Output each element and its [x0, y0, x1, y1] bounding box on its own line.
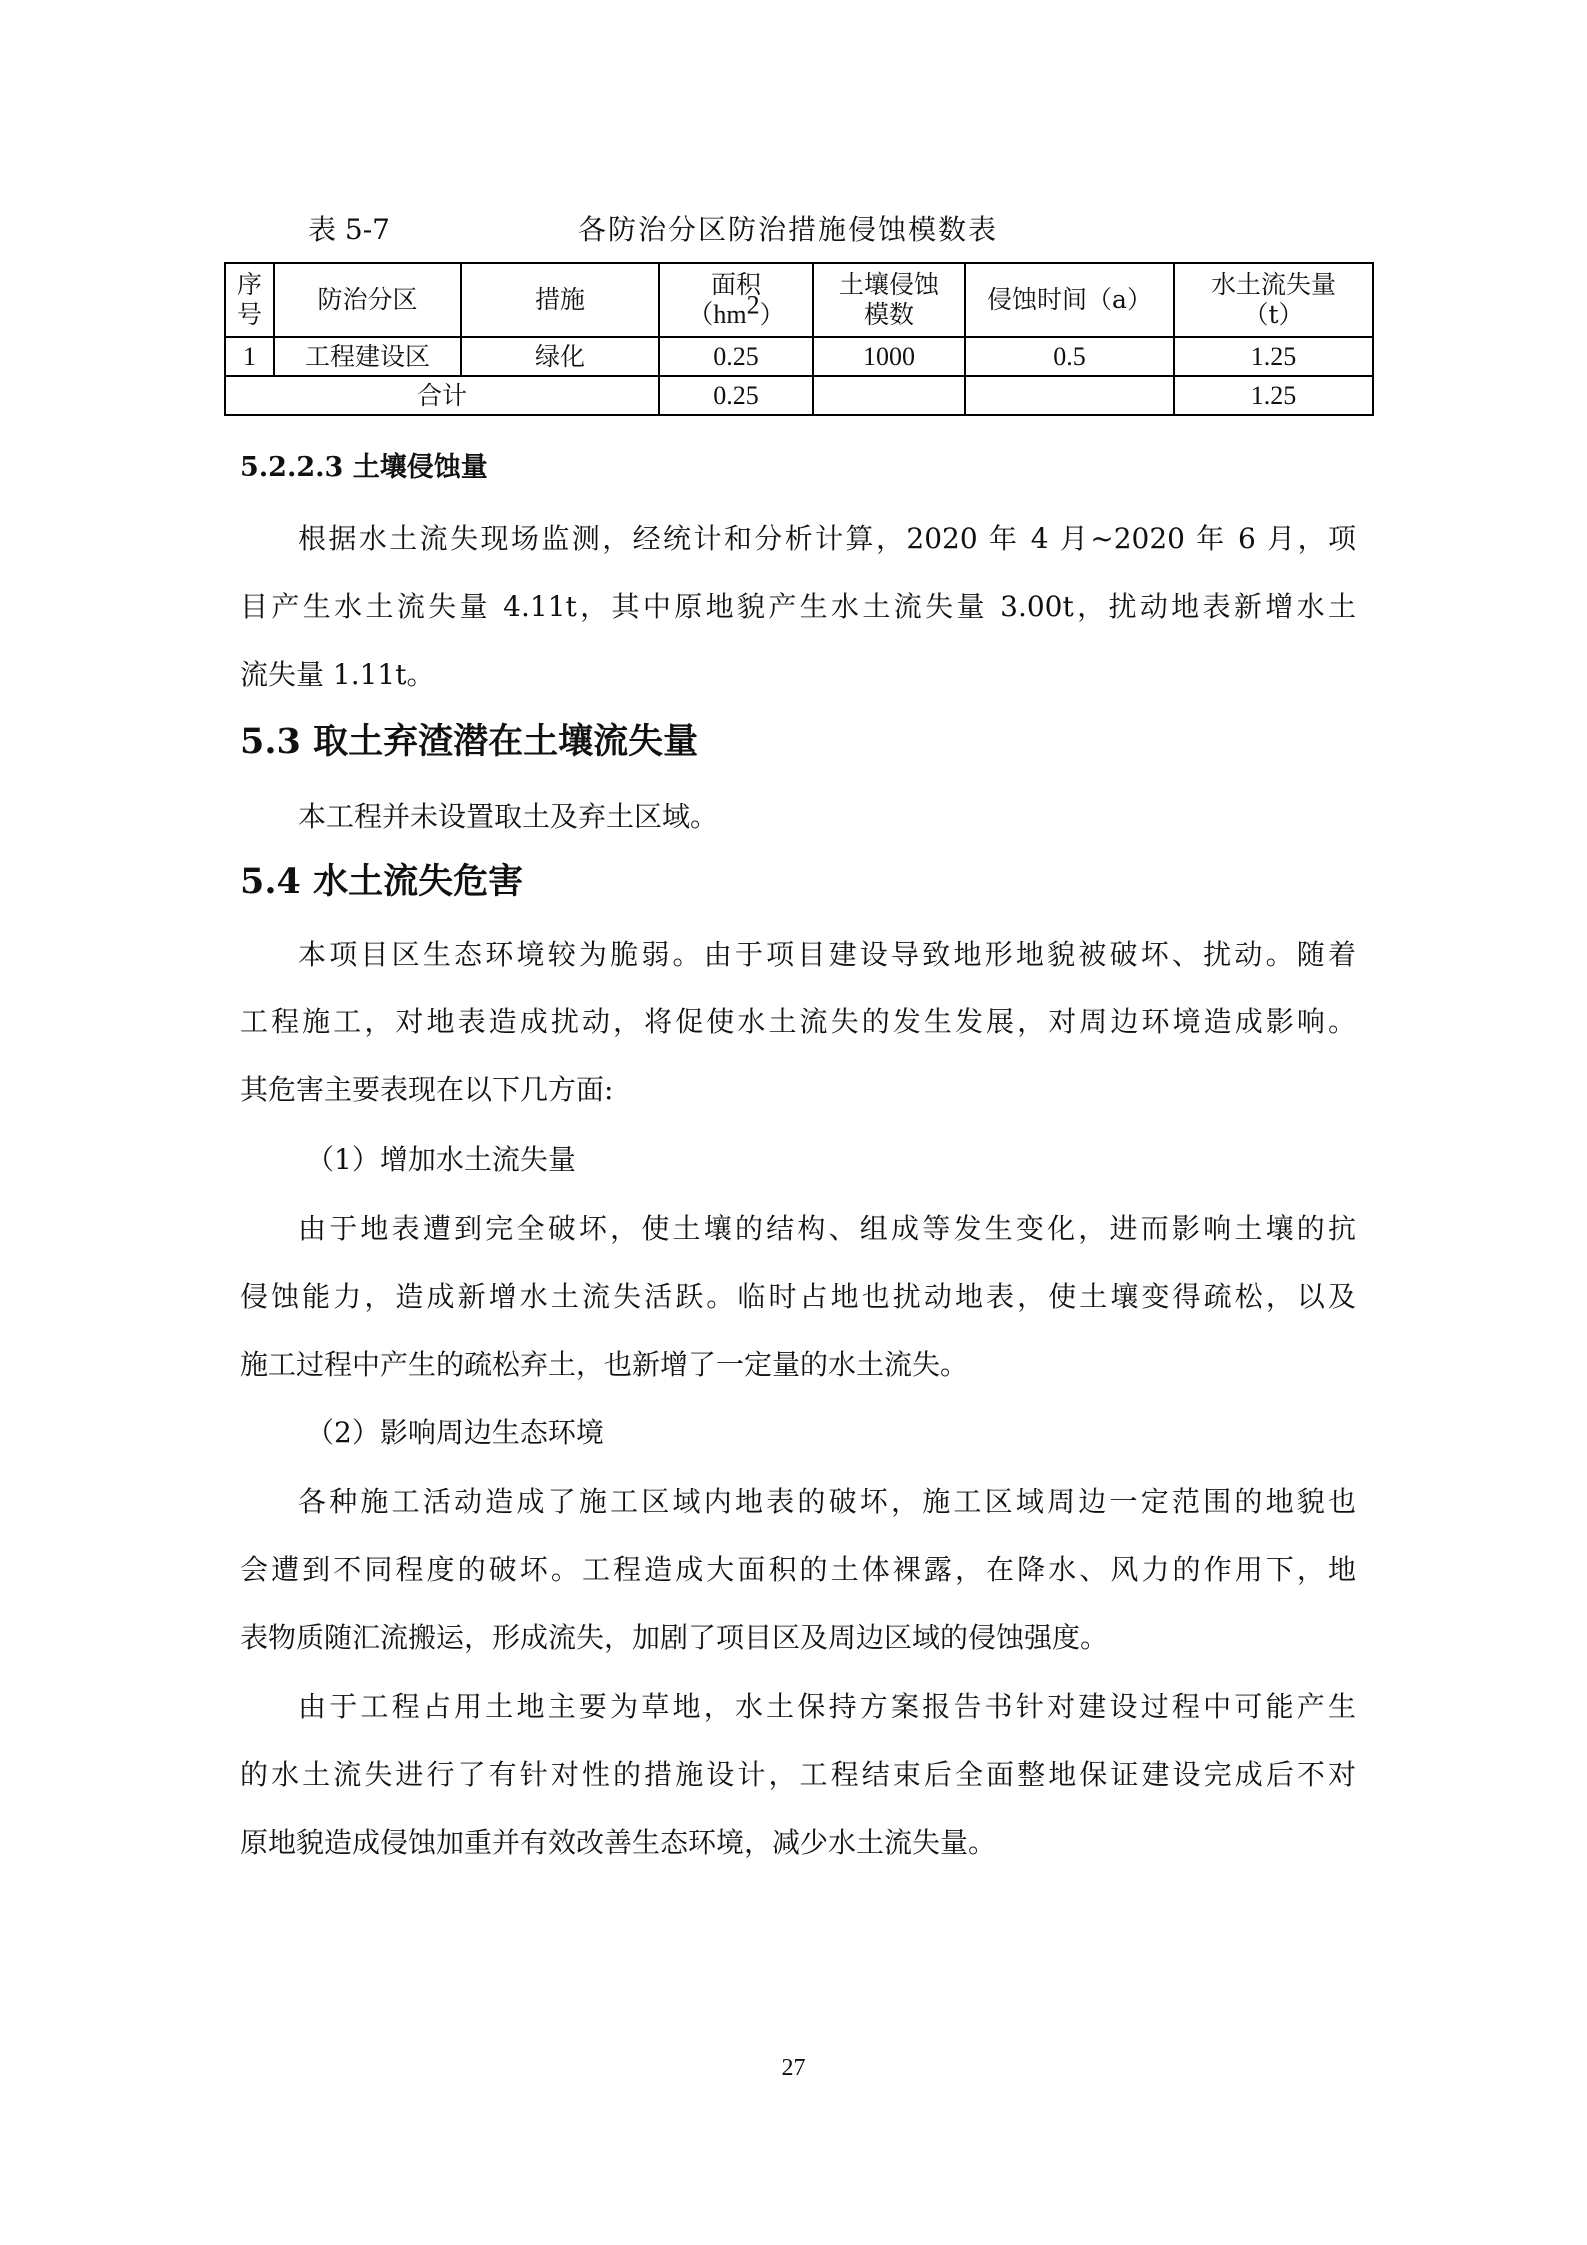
paragraph-line: 施工过程中产生的疏松弃土，也新增了一定量的水土流失。 — [240, 1348, 969, 1381]
page-number: 27 — [781, 2055, 806, 2081]
cell-area: 0.25 — [659, 337, 813, 376]
total-area: 0.25 — [659, 376, 813, 415]
header-area: 面积 $(hm^2)$ — [659, 263, 813, 337]
paragraph-line: 本项目区生态环境较为脆弱。由于项目建设导致地形地貌被破坏、扰动。随着 — [298, 938, 1356, 971]
header-measure: 措施 — [461, 263, 659, 337]
header-seq: 序 号 — [225, 263, 274, 337]
total-modulus — [813, 376, 965, 415]
total-label: 合计 — [225, 376, 659, 415]
paragraph-line: 其危害主要表现在以下几方面: — [240, 1073, 614, 1106]
paragraph-line: 表物质随汇流搬运，形成流失，加剧了项目区及周边区域的侵蚀强度。 — [240, 1621, 1109, 1654]
paragraph-line: 本工程并未设置取土及弃土区域。 — [298, 800, 719, 833]
header-zone: 防治分区 — [274, 263, 461, 337]
table-caption-title: 各防治分区防治措施侵蚀模数表 — [578, 213, 999, 246]
heading-5-2-2-3: 5.2.2.3 土壤侵蚀量 — [240, 452, 488, 483]
heading-5-3: 5.3 取土弃渣潜在土壤流失量 — [240, 721, 699, 762]
cell-loss: 1.25 — [1174, 337, 1373, 376]
cell-seq: 1 — [225, 337, 274, 376]
total-loss: 1.25 — [1174, 376, 1373, 415]
paragraph-line: 会遭到不同程度的破坏。工程造成大面积的土体裸露，在降水、风力的作用下，地 — [240, 1553, 1356, 1586]
paragraph-line: 侵蚀能力，造成新增水土流失活跃。临时占地也扰动地表，使土壤变得疏松，以及 — [240, 1280, 1356, 1313]
header-modulus: 土壤侵蚀 模数 — [813, 263, 965, 337]
erosion-modulus-table — [224, 262, 1374, 416]
paragraph-line: 工程施工，对地表造成扰动，将促使水土流失的发生发展，对周边环境造成影响。 — [240, 1005, 1356, 1038]
paragraph-line: 由于地表遭到完全破坏，使土壤的结构、组成等发生变化，进而影响土壤的抗 — [298, 1212, 1356, 1245]
paragraph-line: 根据水土流失现场监测，经统计和分析计算，2020 年 4 月~2020 年 6 月，项 — [298, 522, 1356, 555]
list-item-title: （2）影响周边生态环境 — [306, 1416, 604, 1449]
table-total-row — [225, 376, 1373, 415]
table-header-row — [225, 263, 1373, 337]
paragraph-line: 各种施工活动造成了施工区域内地表的破坏，施工区域周边一定范围的地貌也 — [298, 1485, 1356, 1518]
total-time — [965, 376, 1174, 415]
paragraph-line: 由于工程占用土地主要为草地，水土保持方案报告书针对建设过程中可能产生 — [298, 1690, 1356, 1723]
table-row — [225, 337, 1373, 376]
table-caption-number: 表 5-7 — [308, 213, 390, 246]
paragraph-line: 原地貌造成侵蚀加重并有效改善生态环境，减少水土流失量。 — [240, 1826, 997, 1859]
cell-modulus: 1000 — [813, 337, 965, 376]
paragraph-line: 的水土流失进行了有针对性的措施设计，工程结束后全面整地保证建设完成后不对 — [240, 1758, 1356, 1791]
cell-measure: 绿化 — [461, 337, 659, 376]
list-item-title: （1）增加水土流失量 — [306, 1143, 576, 1176]
paragraph-line: 目产生水土流失量 4.11t，其中原地貌产生水土流失量 3.00t，扰动地表新增水土 — [240, 590, 1356, 623]
header-loss: 水土流失量 （t） — [1174, 263, 1373, 337]
cell-time: 0.5 — [965, 337, 1174, 376]
paragraph-line: 流失量 1.11t。 — [240, 658, 435, 691]
heading-5-4: 5.4 水土流失危害 — [240, 861, 524, 902]
header-time: 侵蚀时间（a） — [965, 263, 1174, 337]
cell-zone: 工程建设区 — [274, 337, 461, 376]
